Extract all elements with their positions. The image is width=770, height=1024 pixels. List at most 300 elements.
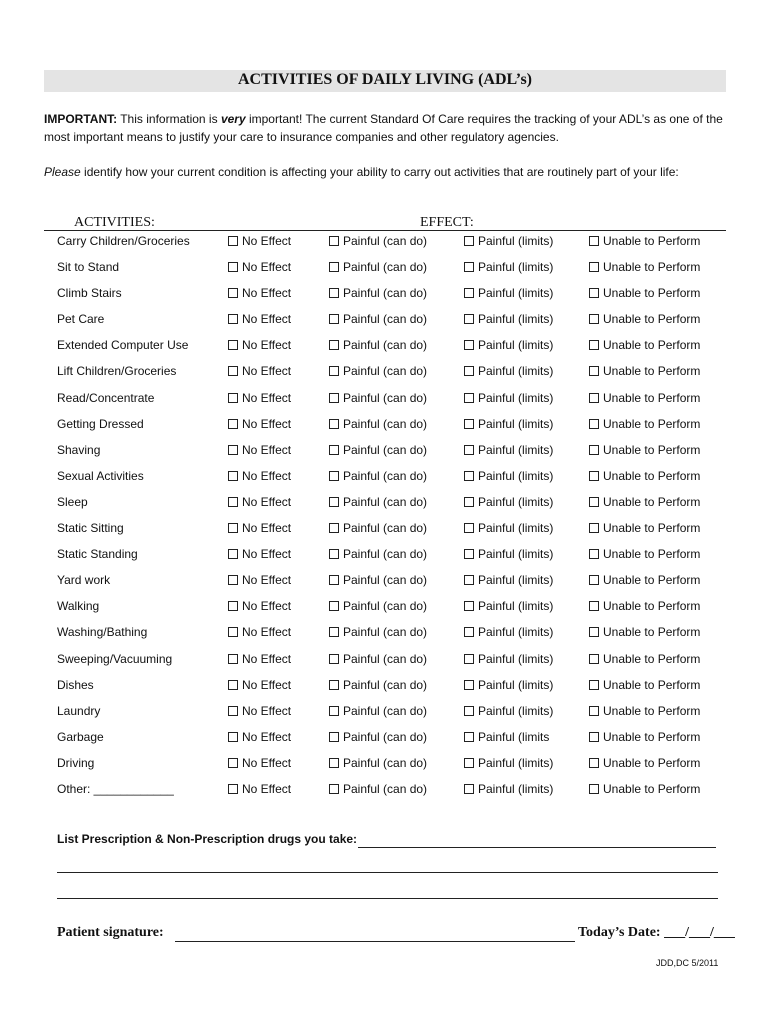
option-label: Unable to Perform [603,729,701,744]
activities-table [0,230,770,804]
option-label: Painful (limits) [478,494,554,509]
option-label: Painful (limits) [478,390,554,405]
option-label: Painful (limits) [478,312,554,327]
option-no-effect[interactable] [228,730,291,744]
option-no-effect[interactable] [228,391,291,405]
option-painful-can-do[interactable] [329,443,427,457]
option-painful-can-do[interactable] [329,573,427,587]
option-label: Unable to Perform [603,755,701,770]
checkbox-icon[interactable] [228,601,238,611]
checkbox-icon[interactable] [228,236,238,246]
option-no-effect[interactable] [228,704,291,718]
checkbox-icon[interactable] [228,314,238,324]
important-label: IMPORTANT: [44,112,118,126]
option-unable-to-perform[interactable] [589,286,700,300]
option-painful-limits[interactable] [464,495,553,509]
checkbox-icon[interactable] [589,236,599,246]
option-label: Unable to Perform [603,625,701,640]
option-no-effect[interactable] [228,338,291,352]
checkbox-icon[interactable] [329,627,339,637]
option-painful-limits[interactable] [464,573,553,587]
option-unable-to-perform[interactable] [589,312,700,326]
checkbox-icon[interactable] [464,471,474,481]
option-painful-can-do[interactable] [329,521,427,535]
checkbox-icon[interactable] [589,393,599,403]
option-label: No Effect [242,494,292,509]
option-painful-limits[interactable] [464,782,553,796]
option-label: Painful (limits) [478,781,554,796]
activity-label: Other: ____________ [57,781,174,796]
option-no-effect[interactable] [228,469,291,483]
option-painful-limits[interactable] [464,730,549,744]
checkbox-icon[interactable] [589,523,599,533]
option-label: Painful (limits) [478,651,554,666]
option-painful-limits[interactable] [464,547,553,561]
option-painful-can-do[interactable] [329,338,427,352]
option-label: No Effect [242,286,292,301]
checkbox-icon[interactable] [589,706,599,716]
option-painful-can-do[interactable] [329,286,427,300]
option-no-effect[interactable] [228,286,291,300]
checkbox-icon[interactable] [464,523,474,533]
checkbox-icon[interactable] [464,627,474,637]
checkbox-icon[interactable] [329,419,339,429]
checkbox-icon[interactable] [589,340,599,350]
option-label: Painful (limits) [478,260,554,275]
checkbox-icon[interactable] [589,680,599,690]
checkbox-icon[interactable] [589,654,599,664]
important-paragraph [44,110,734,146]
option-unable-to-perform[interactable] [589,652,700,666]
checkbox-icon[interactable] [464,262,474,272]
table-row [0,413,770,439]
checkbox-icon[interactable] [589,366,599,376]
checkbox-icon[interactable] [589,601,599,611]
option-unable-to-perform[interactable] [589,573,700,587]
option-label: Painful (limits) [478,468,554,483]
activity-label: Static Sitting [57,521,124,536]
option-label: Painful (can do) [343,312,428,327]
option-label: Unable to Perform [603,390,701,405]
option-painful-limits[interactable] [464,678,553,692]
checkbox-icon[interactable] [329,497,339,507]
option-label: No Effect [242,338,292,353]
activity-label: Washing/Bathing [57,625,148,640]
option-label: Painful (can do) [343,703,428,718]
checkbox-icon[interactable] [329,236,339,246]
table-row [0,334,770,360]
checkbox-icon[interactable] [228,575,238,585]
activity-label: Driving [57,755,95,770]
important-emphasis: very [220,112,246,126]
checkbox-icon[interactable] [589,288,599,298]
option-label: Unable to Perform [603,338,701,353]
please-word: Please [44,165,81,179]
drugs-input-line[interactable] [358,847,716,848]
option-painful-limits[interactable] [464,234,553,248]
activity-label: Sleep [57,494,88,509]
option-no-effect[interactable] [228,312,291,326]
option-label: Unable to Perform [603,312,701,327]
checkbox-icon[interactable] [464,549,474,559]
checkbox-icon[interactable] [464,784,474,794]
checkbox-icon[interactable] [228,366,238,376]
option-label: Unable to Perform [603,651,701,666]
option-label: Painful (limits) [478,521,554,536]
option-painful-can-do[interactable] [329,391,427,405]
option-no-effect[interactable] [228,260,291,274]
option-label: Unable to Perform [603,781,701,796]
option-label: Painful (limits) [478,703,554,718]
option-unable-to-perform[interactable] [589,547,700,561]
checkbox-icon[interactable] [329,471,339,481]
option-label: No Effect [242,703,292,718]
option-label: No Effect [242,416,292,431]
option-unable-to-perform[interactable] [589,364,700,378]
checkbox-icon[interactable] [228,288,238,298]
option-painful-limits[interactable] [464,469,553,483]
checkbox-icon[interactable] [329,784,339,794]
option-label: No Effect [242,521,292,536]
option-label: No Effect [242,573,292,588]
activities-header: ACTIVITIES: [74,215,155,230]
option-painful-can-do[interactable] [329,625,427,639]
option-label: Painful (can do) [343,521,428,536]
checkbox-icon[interactable] [589,497,599,507]
checkbox-icon[interactable] [589,471,599,481]
option-label: Unable to Perform [603,260,701,275]
activity-label: Sit to Stand [57,260,120,275]
option-painful-can-do[interactable] [329,704,427,718]
option-label: Painful (can do) [343,364,428,379]
option-no-effect[interactable] [228,364,291,378]
option-painful-limits[interactable] [464,756,553,770]
option-painful-can-do[interactable] [329,469,427,483]
activity-label: Garbage [57,729,104,744]
option-label: Painful (limits) [478,286,554,301]
instructions-text: identify how your current condition is affecting your ability to carry out activities that are routinely part of your life: [80,165,679,179]
option-no-effect[interactable] [228,547,291,561]
checkbox-icon[interactable] [589,627,599,637]
option-unable-to-perform[interactable] [589,782,700,796]
checkbox-icon[interactable] [464,288,474,298]
option-label: Painful (can do) [343,338,428,353]
checkbox-icon[interactable] [464,758,474,768]
option-label: Painful (limits) [478,416,554,431]
table-row [0,726,770,752]
checkbox-icon[interactable] [228,732,238,742]
checkbox-icon[interactable] [329,445,339,455]
option-no-effect[interactable] [228,521,291,535]
option-label: No Effect [242,781,292,796]
option-painful-limits[interactable] [464,417,553,431]
option-label: Unable to Perform [603,442,701,457]
table-row [0,648,770,674]
checkbox-icon[interactable] [329,523,339,533]
checkbox-icon[interactable] [228,393,238,403]
activity-label: Yard work [57,573,111,588]
option-label: Painful (limits) [478,755,554,770]
option-painful-can-do[interactable] [329,260,427,274]
checkbox-icon[interactable] [228,471,238,481]
checkbox-icon[interactable] [464,706,474,716]
option-painful-can-do[interactable] [329,782,427,796]
signature-label: Patient signature: [57,925,164,940]
option-unable-to-perform[interactable] [589,495,700,509]
option-no-effect[interactable] [228,495,291,509]
checkbox-icon[interactable] [589,575,599,585]
option-label: Unable to Perform [603,286,701,301]
option-painful-can-do[interactable] [329,756,427,770]
checkbox-icon[interactable] [228,340,238,350]
table-row [0,256,770,282]
checkbox-icon[interactable] [464,314,474,324]
option-label: No Effect [242,468,292,483]
option-painful-can-do[interactable] [329,364,427,378]
option-unable-to-perform[interactable] [589,260,700,274]
checkbox-icon[interactable] [329,314,339,324]
option-painful-limits[interactable] [464,391,553,405]
option-no-effect[interactable] [228,234,291,248]
option-label: No Effect [242,729,292,744]
table-row [0,517,770,543]
checkbox-icon[interactable] [589,732,599,742]
checkbox-icon[interactable] [329,393,339,403]
option-label: Painful (can do) [343,286,428,301]
option-unable-to-perform[interactable] [589,756,700,770]
option-label: Painful (limits [478,729,550,744]
activity-label: Sexual Activities [57,468,144,483]
option-unable-to-perform[interactable] [589,391,700,405]
option-label: No Effect [242,234,292,248]
checkbox-icon[interactable] [464,393,474,403]
option-label: No Effect [242,390,292,405]
checkbox-icon[interactable] [228,627,238,637]
checkbox-icon[interactable] [589,262,599,272]
checkbox-icon[interactable] [228,784,238,794]
checkbox-icon[interactable] [329,549,339,559]
checkbox-icon[interactable] [589,314,599,324]
checkbox-icon[interactable] [228,758,238,768]
activity-label: Lift Children/Groceries [57,364,177,379]
checkbox-icon[interactable] [329,758,339,768]
activity-label: Read/Concentrate [57,390,155,405]
option-painful-limits[interactable] [464,286,553,300]
table-row [0,752,770,778]
option-label: No Effect [242,260,292,275]
option-painful-limits[interactable] [464,599,553,613]
option-painful-can-do[interactable] [329,417,427,431]
table-row [0,621,770,647]
option-unable-to-perform[interactable] [589,704,700,718]
footer-note: JDD,DC 5/2011 [656,958,719,968]
checkbox-icon[interactable] [589,445,599,455]
checkbox-icon[interactable] [228,706,238,716]
option-label: Painful (can do) [343,755,428,770]
checkbox-icon[interactable] [589,549,599,559]
option-no-effect[interactable] [228,652,291,666]
checkbox-icon[interactable] [329,680,339,690]
option-unable-to-perform[interactable] [589,417,700,431]
option-painful-can-do[interactable] [329,234,427,248]
option-unable-to-perform[interactable] [589,730,700,744]
table-row [0,543,770,569]
option-unable-to-perform[interactable] [589,625,700,639]
option-painful-limits[interactable] [464,443,553,457]
table-row [0,282,770,308]
option-painful-limits[interactable] [464,704,553,718]
checkbox-icon[interactable] [228,523,238,533]
checkbox-icon[interactable] [464,445,474,455]
option-label: Painful (limits) [478,599,554,614]
checkbox-icon[interactable] [228,549,238,559]
option-no-effect[interactable] [228,573,291,587]
checkbox-icon[interactable] [464,732,474,742]
option-label: Unable to Perform [603,468,701,483]
option-no-effect[interactable] [228,782,291,796]
signature-input-line[interactable] [175,941,575,942]
option-unable-to-perform[interactable] [589,521,700,535]
activity-label: Extended Computer Use [57,338,189,353]
option-label: Unable to Perform [603,599,701,614]
option-no-effect[interactable] [228,678,291,692]
option-painful-limits[interactable] [464,312,553,326]
option-painful-limits[interactable] [464,521,553,535]
table-row [0,595,770,621]
option-label: Painful (can do) [343,494,428,509]
option-painful-limits[interactable] [464,338,553,352]
option-no-effect[interactable] [228,599,291,613]
activity-label: Shaving [57,442,101,457]
page-title: ACTIVITIES OF DAILY LIVING (ADL’s) [238,71,532,88]
option-label: Painful (limits) [478,364,554,379]
checkbox-icon[interactable] [329,654,339,664]
option-no-effect[interactable] [228,417,291,431]
checkbox-icon[interactable] [329,366,339,376]
activity-label: Dishes [57,677,94,692]
option-painful-can-do[interactable] [329,599,427,613]
date-label[interactable]: Today’s Date: ___/___/___ [578,925,735,940]
option-unable-to-perform[interactable] [589,443,700,457]
checkbox-icon[interactable] [464,419,474,429]
checkbox-icon[interactable] [464,340,474,350]
option-label: No Effect [242,312,292,327]
checkbox-icon[interactable] [464,654,474,664]
instructions-paragraph [44,163,734,181]
option-no-effect[interactable] [228,756,291,770]
option-label: Painful (limits) [478,442,554,457]
option-label: Unable to Perform [603,234,701,248]
option-unable-to-perform[interactable] [589,599,700,613]
option-label: Unable to Perform [603,677,701,692]
checkbox-icon[interactable] [228,419,238,429]
checkbox-icon[interactable] [329,601,339,611]
option-label: Painful (limits) [478,677,554,692]
drugs-input-line-2[interactable] [57,872,718,873]
important-text-a: This information is [117,112,221,126]
checkbox-icon[interactable] [464,680,474,690]
checkbox-icon[interactable] [329,340,339,350]
option-label: Painful (can do) [343,599,428,614]
option-label: Painful (can do) [343,468,428,483]
option-no-effect[interactable] [228,443,291,457]
option-label: Unable to Perform [603,416,701,431]
option-label: Painful (can do) [343,416,428,431]
activity-label: Laundry [57,703,101,718]
checkbox-icon[interactable] [464,601,474,611]
checkbox-icon[interactable] [329,288,339,298]
checkbox-icon[interactable] [464,575,474,585]
option-label: No Effect [242,599,292,614]
checkbox-icon[interactable] [228,497,238,507]
option-label: Unable to Perform [603,573,701,588]
option-label: Painful (can do) [343,625,428,640]
checkbox-icon[interactable] [329,732,339,742]
option-painful-limits[interactable] [464,364,553,378]
table-row [0,778,770,804]
table-row [0,308,770,334]
checkbox-icon[interactable] [228,445,238,455]
option-label: Unable to Perform [603,547,701,562]
option-painful-can-do[interactable] [329,495,427,509]
checkbox-icon[interactable] [329,575,339,585]
important-text-b: important! The current Standard Of Care requires the tracking of your ADL’s as one of the most important means to justify your care to insurance companies and other regulatory agencies. [44,112,723,144]
option-label: No Effect [242,625,292,640]
option-painful-limits[interactable] [464,652,553,666]
option-label: Painful (can do) [343,573,428,588]
option-unable-to-perform[interactable] [589,234,700,248]
checkbox-icon[interactable] [464,497,474,507]
option-label: Painful (can do) [343,442,428,457]
option-label: Painful (limits) [478,573,554,588]
checkbox-icon[interactable] [329,262,339,272]
option-painful-can-do[interactable] [329,547,427,561]
activity-label: Static Standing [57,547,138,562]
option-label: No Effect [242,677,292,692]
table-row [0,360,770,386]
checkbox-icon[interactable] [589,784,599,794]
checkbox-icon[interactable] [464,366,474,376]
option-unable-to-perform[interactable] [589,338,700,352]
option-painful-limits[interactable] [464,625,553,639]
option-painful-can-do[interactable] [329,312,427,326]
option-painful-can-do[interactable] [329,730,427,744]
option-label: Painful (limits) [478,625,554,640]
option-unable-to-perform[interactable] [589,678,700,692]
checkbox-icon[interactable] [464,236,474,246]
table-row [0,674,770,700]
drugs-input-line-3[interactable] [57,898,718,899]
table-row [0,465,770,491]
checkbox-icon[interactable] [589,758,599,768]
option-painful-can-do[interactable] [329,678,427,692]
option-label: No Effect [242,651,292,666]
option-label: Unable to Perform [603,494,701,509]
checkbox-icon[interactable] [228,262,238,272]
activity-label: Walking [57,599,100,614]
checkbox-icon[interactable] [228,654,238,664]
option-painful-can-do[interactable] [329,652,427,666]
table-row [0,387,770,413]
checkbox-icon[interactable] [329,706,339,716]
option-label: Painful (can do) [343,234,428,248]
checkbox-icon[interactable] [589,419,599,429]
option-unable-to-perform[interactable] [589,469,700,483]
option-label: Painful (can do) [343,260,428,275]
option-painful-limits[interactable] [464,260,553,274]
option-no-effect[interactable] [228,625,291,639]
checkbox-icon[interactable] [228,680,238,690]
